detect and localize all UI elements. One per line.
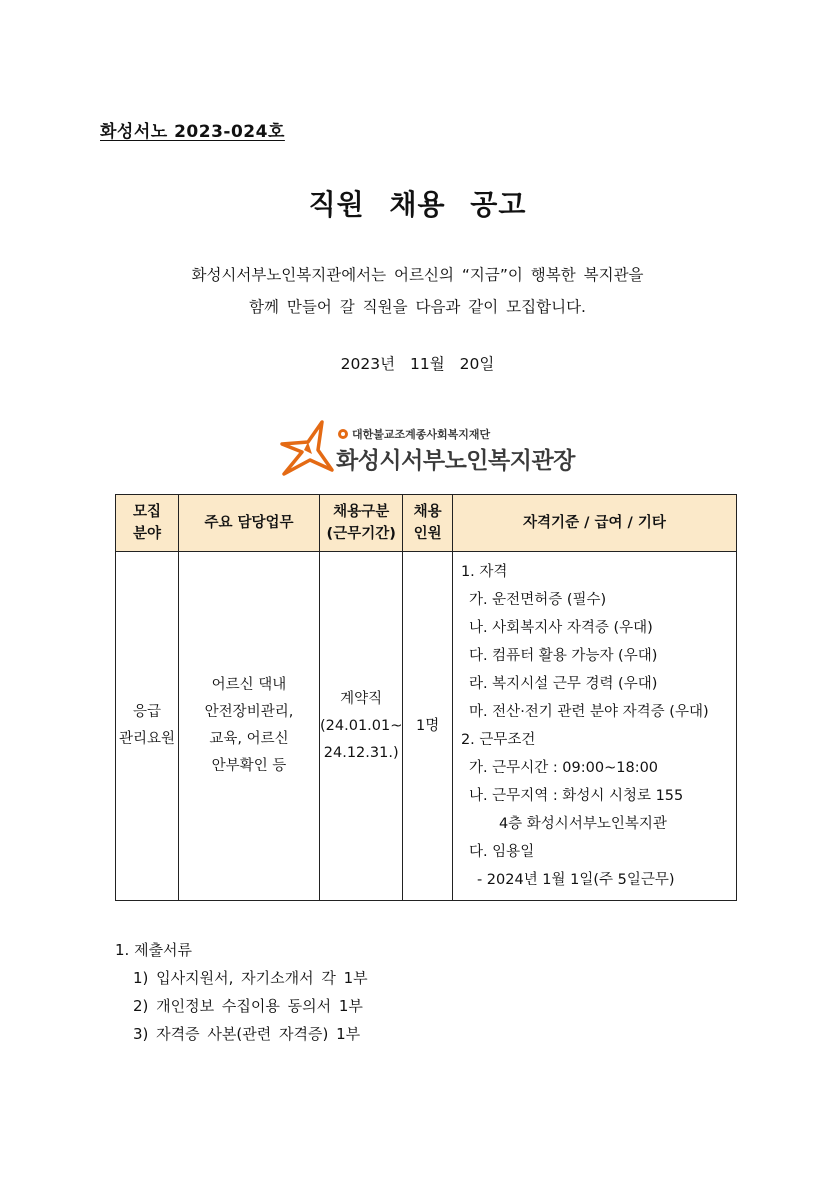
header-duties: 주요 담당업무 (179, 495, 320, 552)
announcement-date: 2023년 11월 20일 (340, 355, 495, 373)
intro-line-1: 화성시서부노인복지관에서는 어르신의 “지금”이 행복한 복지관을 (191, 266, 644, 284)
dharma-wheel-icon (338, 429, 348, 439)
criteria-line: 가. 근무시간 : 09:00~18:00 (468, 760, 659, 776)
cell-criteria (452, 552, 736, 901)
intro-paragraph (0, 259, 835, 323)
criteria-line: 나. 사회복지사 자격증 (우대) (468, 620, 653, 636)
cell-type: 계약직 (24.01.01~ 24.12.31.) (320, 552, 403, 901)
criteria-line: - 2024년 1월 1일(주 5일근무) (476, 872, 675, 888)
list-item: 3) 자격증 사본(관련 자격증) 1부 (133, 1025, 361, 1043)
list-item: 1) 입사지원서, 자기소개서 각 1부 (133, 969, 368, 987)
logo-foundation-text: 대한불교조계종사회복지재단 (352, 428, 491, 441)
table-header-row (116, 495, 737, 552)
list-item: 2) 개인정보 수집이용 동의서 1부 (133, 997, 363, 1015)
page-title: 직원 채용 공고 (308, 188, 527, 221)
document-number: 화성서노 2023-024호 (100, 122, 285, 142)
table-row (116, 552, 737, 901)
criteria-line: 마. 전산·전기 관련 분야 자격증 (우대) (468, 704, 709, 720)
logo-foundation-name (338, 426, 490, 442)
header-field: 모집 분야 (116, 495, 179, 552)
header-criteria: 자격기준 / 급여 / 기타 (452, 495, 736, 552)
cell-field: 응급 관리요원 (116, 552, 179, 901)
cell-duties: 어르신 댁내 안전장비관리, 교육, 어르신 안부확인 등 (179, 552, 320, 901)
cell-count: 1명 (403, 552, 453, 901)
header-count: 채용 인원 (403, 495, 453, 552)
header-type: 채용구분 (근무기간) (320, 495, 403, 552)
criteria-line: 다. 컴퓨터 활용 가능자 (우대) (468, 648, 658, 664)
intro-line-2: 함께 만들어 갈 직원을 다음과 같이 모집합니다. (249, 298, 586, 316)
criteria-line: 1. 자격 (460, 564, 508, 580)
criteria-line: 4층 화성시서부노인복지관 (498, 816, 667, 832)
criteria-line: 가. 운전면허증 (필수) (468, 592, 607, 608)
criteria-line: 나. 근무지역 : 화성시 시청로 155 (468, 788, 684, 804)
logo-organization-name: 화성시서부노인복지관장 (336, 448, 575, 474)
star-burst-logo-icon (278, 420, 336, 476)
criteria-line: 2. 근무조건 (460, 732, 536, 748)
recruitment-table (115, 494, 737, 901)
criteria-line: 라. 복지시설 근무 경력 (우대) (468, 676, 658, 692)
required-documents (115, 936, 368, 1048)
organization-logo (278, 420, 575, 476)
documents-heading: 1. 제출서류 (115, 941, 193, 959)
criteria-line: 다. 임용일 (468, 844, 535, 860)
